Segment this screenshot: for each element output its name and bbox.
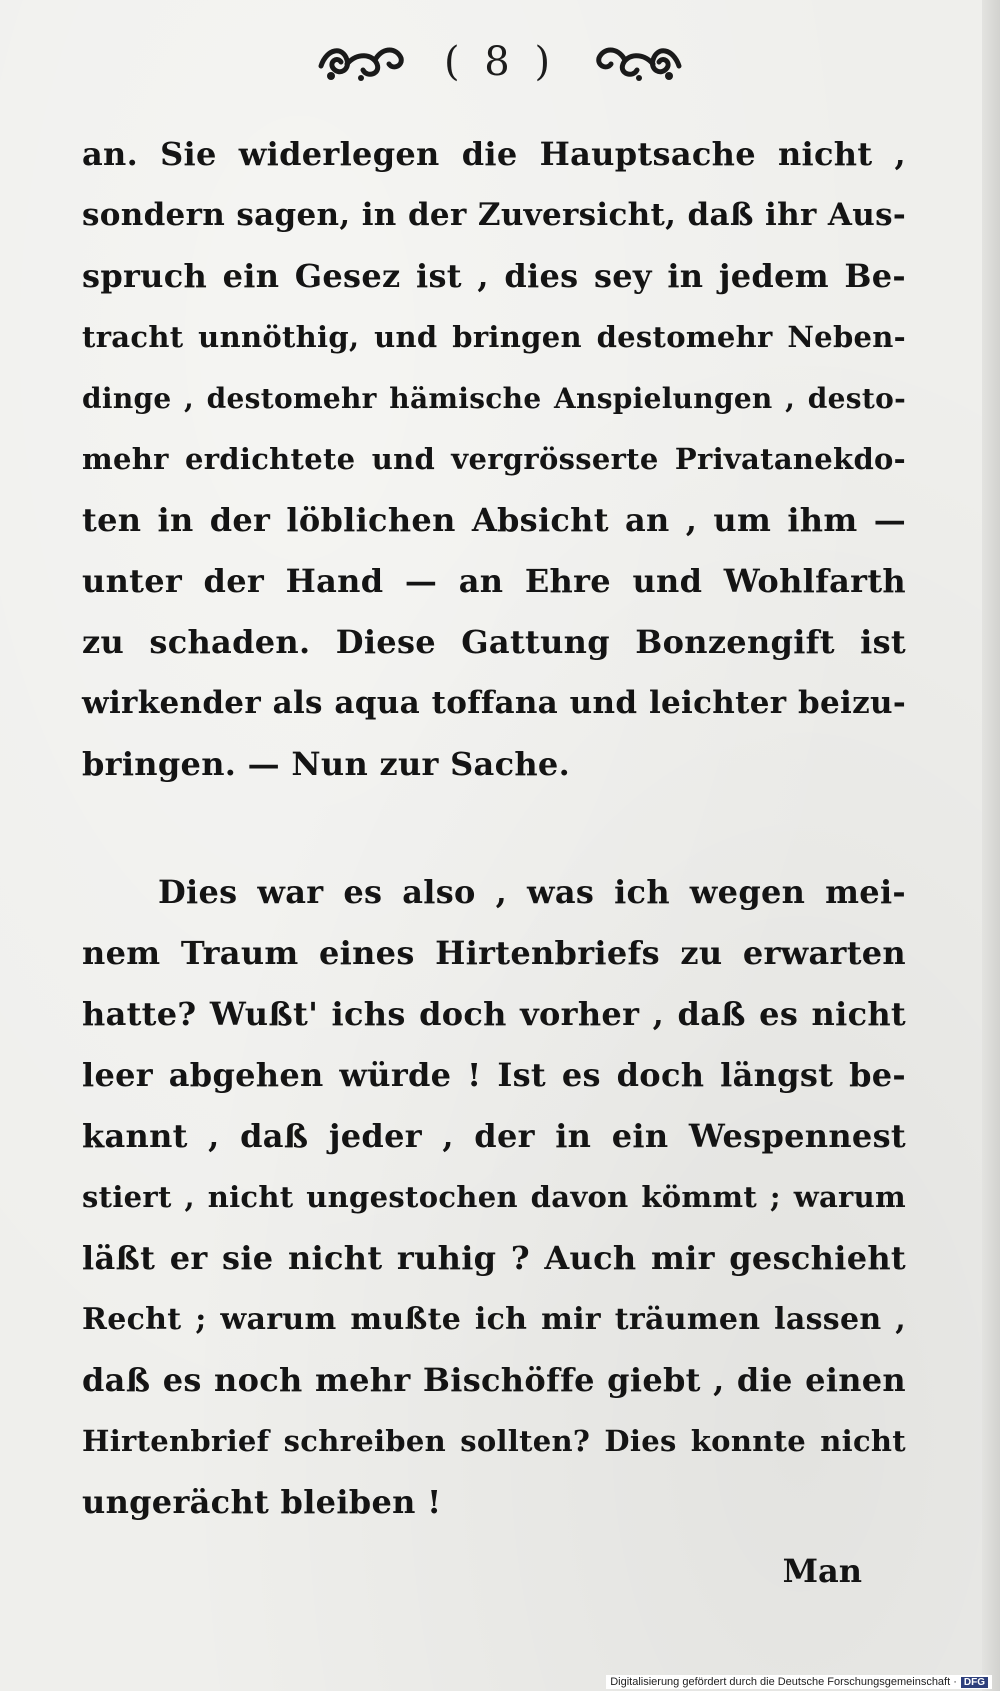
text-line: mehr erdichtete und vergrösserte Privatanekdo- <box>82 442 906 476</box>
text-line: Dies war es also , was ich wegen mei- <box>158 873 906 911</box>
text-line: tracht unnöthig, und bringen destomehr Neben- <box>82 320 906 354</box>
text-line: wirkender als aqua toffana und leichter beizu- <box>82 685 906 721</box>
text-line: ungerächt bleiben ! <box>82 1483 442 1521</box>
text-line: stiert , nicht ungestochen davon kömmt ; warum <box>82 1180 906 1214</box>
text-line: dinge , destomehr hämische Anspielungen , desto- <box>82 382 906 415</box>
ornament-left-icon <box>317 38 405 86</box>
text-line: ten in der löblichen Absicht an , um ihm — <box>82 501 906 539</box>
page-header <box>0 38 1000 98</box>
text-line: Recht ; warum mußte ich mir träumen lassen , <box>82 1302 906 1337</box>
page-gutter <box>982 0 1000 1691</box>
text-line: nem Traum eines Hirtenbriefs zu erwarten <box>82 934 906 972</box>
footer-text: Digitalisierung gefördert durch die Deutsche Forschungsgemeinschaft · <box>610 1676 957 1688</box>
catchword: Man <box>782 1552 862 1590</box>
text-line: leer abgehen würde ! Ist es doch längst be- <box>82 1056 906 1094</box>
text-line: läßt er sie nicht ruhig ? Auch mir geschieht <box>82 1239 906 1277</box>
text-line: unter der Hand — an Ehre und Wohlfarth <box>82 562 906 600</box>
text-line: Hirtenbrief schreiben sollten? Dies konnte nicht <box>82 1424 906 1458</box>
text-line: zu schaden. Diese Gattung Bonzengift ist <box>82 623 906 661</box>
text-line: daß es noch mehr Bischöffe giebt , die einen <box>82 1361 906 1399</box>
text-line: kannt , daß jeder , der in ein Wespennest <box>82 1117 906 1155</box>
text-line: sondern sagen, in der Zuversicht, daß ihr Aus- <box>82 197 906 233</box>
text-line: bringen. — Nun zur Sache. <box>82 745 571 783</box>
digitization-footer <box>606 1675 992 1689</box>
text-line: hatte? Wußt' ichs doch vorher , daß es nicht <box>82 995 906 1033</box>
dfg-logo: DFG <box>961 1677 988 1688</box>
page-number: ( 8 ) <box>443 39 557 85</box>
paragraph-1 <box>82 124 906 795</box>
paragraph-2 <box>82 862 906 1533</box>
text-line: an. Sie widerlegen die Hauptsache nicht , <box>82 135 906 173</box>
text-line: spruch ein Gesez ist , dies sey in jedem Be- <box>82 257 906 295</box>
ornament-right-icon <box>595 38 683 86</box>
